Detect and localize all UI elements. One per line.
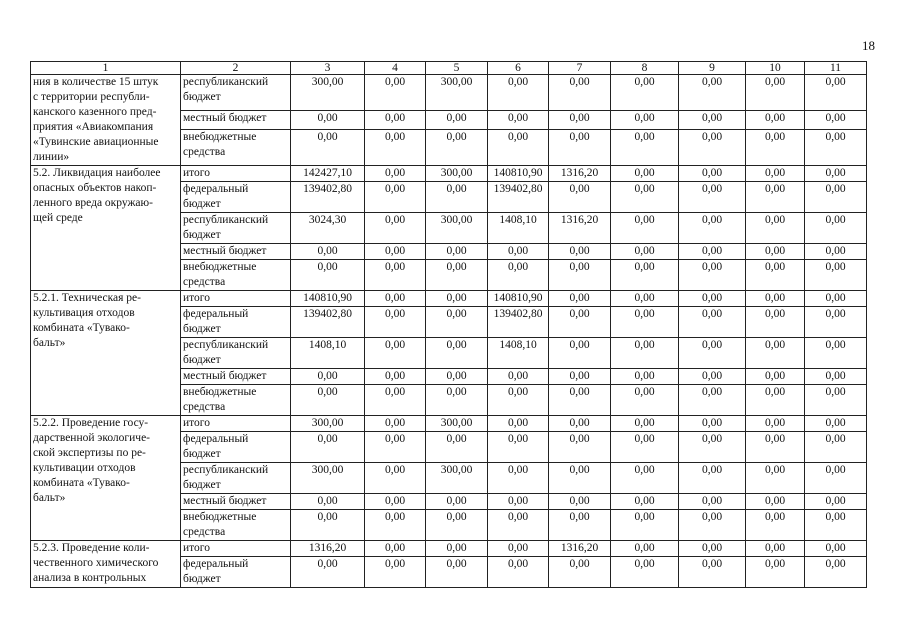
amount-cell: 0,00: [549, 291, 611, 307]
amount-cell: 0,00: [746, 541, 805, 557]
amount-cell: 0,00: [746, 244, 805, 260]
item-description: ния в количестве 15 штук с территории республи- канского казенного пред- приятия «Авиакомпания «Тувинские авиационные линии»: [31, 75, 181, 166]
amount-cell: 0,00: [746, 338, 805, 369]
amount-cell: 0,00: [488, 260, 549, 291]
amount-cell: 0,00: [365, 385, 426, 416]
amount-cell: 0,00: [488, 129, 549, 165]
amount-cell: 0,00: [365, 182, 426, 213]
item-description: 5.2.2. Проведение госу- дарственной экологиче- ской экспертизы по ре- культивации отходов комбината «Тувако- бальт»: [31, 416, 181, 541]
amount-cell: 0,00: [291, 385, 365, 416]
amount-cell: 0,00: [746, 182, 805, 213]
column-header: 11: [805, 62, 867, 75]
amount-cell: 0,00: [611, 557, 679, 588]
column-header: 8: [611, 62, 679, 75]
item-description: 5.2.1. Техническая ре- культивация отходов комбината «Тувако- бальт»: [31, 291, 181, 416]
page-number: 18: [862, 38, 875, 53]
funding-source: федеральный бюджет: [181, 557, 291, 588]
funding-source: итого: [181, 541, 291, 557]
amount-cell: 1316,20: [291, 541, 365, 557]
amount-cell: 0,00: [611, 166, 679, 182]
funding-source: внебюджетные средства: [181, 129, 291, 165]
amount-cell: 0,00: [488, 494, 549, 510]
amount-cell: 139402,80: [291, 182, 365, 213]
amount-cell: 0,00: [805, 182, 867, 213]
amount-cell: 3024,30: [291, 213, 365, 244]
amount-cell: 0,00: [426, 307, 488, 338]
amount-cell: 300,00: [291, 75, 365, 111]
amount-cell: 0,00: [426, 369, 488, 385]
amount-cell: 140810,90: [488, 291, 549, 307]
amount-cell: 0,00: [679, 494, 746, 510]
amount-cell: 0,00: [549, 338, 611, 369]
amount-cell: 0,00: [549, 385, 611, 416]
amount-cell: 0,00: [611, 541, 679, 557]
amount-cell: 0,00: [549, 111, 611, 130]
amount-cell: 0,00: [679, 385, 746, 416]
amount-cell: 0,00: [611, 338, 679, 369]
amount-cell: 0,00: [805, 494, 867, 510]
amount-cell: 0,00: [365, 557, 426, 588]
amount-cell: 0,00: [805, 260, 867, 291]
amount-cell: 0,00: [365, 129, 426, 165]
amount-cell: 0,00: [805, 541, 867, 557]
amount-cell: 0,00: [549, 557, 611, 588]
amount-cell: 300,00: [426, 75, 488, 111]
amount-cell: 0,00: [365, 291, 426, 307]
amount-cell: 0,00: [291, 111, 365, 130]
amount-cell: 0,00: [611, 111, 679, 130]
amount-cell: 0,00: [291, 369, 365, 385]
amount-cell: 0,00: [611, 182, 679, 213]
amount-cell: 0,00: [549, 369, 611, 385]
amount-cell: 0,00: [365, 494, 426, 510]
amount-cell: 140810,90: [488, 166, 549, 182]
amount-cell: 0,00: [679, 510, 746, 541]
amount-cell: 0,00: [679, 244, 746, 260]
amount-cell: 0,00: [365, 416, 426, 432]
funding-source: республиканский бюджет: [181, 75, 291, 111]
amount-cell: 1316,20: [549, 541, 611, 557]
amount-cell: 0,00: [549, 494, 611, 510]
budget-table: [30, 61, 867, 588]
amount-cell: 0,00: [549, 463, 611, 494]
amount-cell: 0,00: [805, 307, 867, 338]
funding-source: федеральный бюджет: [181, 432, 291, 463]
amount-cell: 0,00: [426, 338, 488, 369]
amount-cell: 0,00: [488, 244, 549, 260]
amount-cell: 0,00: [679, 463, 746, 494]
funding-source: федеральный бюджет: [181, 182, 291, 213]
amount-cell: 0,00: [291, 432, 365, 463]
amount-cell: 0,00: [679, 307, 746, 338]
amount-cell: 140810,90: [291, 291, 365, 307]
header-row: [31, 62, 867, 75]
column-header: 6: [488, 62, 549, 75]
funding-source: внебюджетные средства: [181, 510, 291, 541]
amount-cell: 300,00: [291, 416, 365, 432]
column-header: 10: [746, 62, 805, 75]
amount-cell: 0,00: [365, 260, 426, 291]
amount-cell: 0,00: [488, 463, 549, 494]
funding-source: внебюджетные средства: [181, 385, 291, 416]
amount-cell: 300,00: [426, 416, 488, 432]
table-row: [31, 75, 867, 111]
amount-cell: 0,00: [488, 557, 549, 588]
amount-cell: 139402,80: [291, 307, 365, 338]
amount-cell: 0,00: [746, 75, 805, 111]
amount-cell: 0,00: [805, 75, 867, 111]
amount-cell: 0,00: [746, 129, 805, 165]
amount-cell: 0,00: [365, 75, 426, 111]
amount-cell: 0,00: [426, 291, 488, 307]
amount-cell: 0,00: [365, 111, 426, 130]
amount-cell: 0,00: [746, 463, 805, 494]
amount-cell: 0,00: [549, 416, 611, 432]
amount-cell: 300,00: [426, 213, 488, 244]
amount-cell: 0,00: [426, 385, 488, 416]
amount-cell: 0,00: [611, 129, 679, 165]
amount-cell: 0,00: [679, 182, 746, 213]
amount-cell: 139402,80: [488, 307, 549, 338]
funding-source: местный бюджет: [181, 244, 291, 260]
amount-cell: 0,00: [426, 111, 488, 130]
amount-cell: 0,00: [805, 369, 867, 385]
amount-cell: 0,00: [679, 541, 746, 557]
amount-cell: 0,00: [746, 557, 805, 588]
amount-cell: 0,00: [805, 385, 867, 416]
amount-cell: 1408,10: [488, 338, 549, 369]
amount-cell: 0,00: [679, 166, 746, 182]
amount-cell: 0,00: [488, 432, 549, 463]
amount-cell: 0,00: [746, 432, 805, 463]
funding-source: местный бюджет: [181, 494, 291, 510]
amount-cell: 0,00: [746, 291, 805, 307]
amount-cell: 0,00: [365, 213, 426, 244]
amount-cell: 0,00: [611, 307, 679, 338]
amount-cell: 0,00: [805, 111, 867, 130]
table-body: [31, 75, 867, 588]
amount-cell: 142427,10: [291, 166, 365, 182]
amount-cell: 0,00: [805, 463, 867, 494]
amount-cell: 0,00: [746, 385, 805, 416]
amount-cell: 0,00: [611, 260, 679, 291]
amount-cell: 0,00: [365, 338, 426, 369]
column-header: 2: [181, 62, 291, 75]
column-header: 4: [365, 62, 426, 75]
column-header: 9: [679, 62, 746, 75]
amount-cell: 0,00: [679, 111, 746, 130]
amount-cell: 0,00: [549, 307, 611, 338]
funding-source: местный бюджет: [181, 111, 291, 130]
amount-cell: 0,00: [365, 463, 426, 494]
amount-cell: 300,00: [426, 166, 488, 182]
amount-cell: 0,00: [426, 541, 488, 557]
amount-cell: 0,00: [611, 75, 679, 111]
amount-cell: 0,00: [426, 244, 488, 260]
amount-cell: 0,00: [679, 213, 746, 244]
amount-cell: 0,00: [679, 369, 746, 385]
amount-cell: 0,00: [426, 182, 488, 213]
amount-cell: 0,00: [679, 75, 746, 111]
funding-source: итого: [181, 291, 291, 307]
table-row: [31, 291, 867, 307]
amount-cell: 0,00: [611, 385, 679, 416]
amount-cell: 0,00: [426, 260, 488, 291]
amount-cell: 0,00: [291, 129, 365, 165]
amount-cell: 0,00: [746, 213, 805, 244]
amount-cell: 0,00: [611, 244, 679, 260]
amount-cell: 0,00: [549, 260, 611, 291]
amount-cell: 0,00: [426, 510, 488, 541]
amount-cell: 0,00: [549, 75, 611, 111]
amount-cell: 0,00: [549, 129, 611, 165]
amount-cell: 0,00: [611, 432, 679, 463]
amount-cell: 0,00: [679, 338, 746, 369]
amount-cell: 300,00: [426, 463, 488, 494]
amount-cell: 0,00: [679, 291, 746, 307]
amount-cell: 0,00: [679, 129, 746, 165]
item-description: 5.2.3. Проведение коли- чественного химического анализа в контрольных: [31, 541, 181, 588]
amount-cell: 1316,20: [549, 166, 611, 182]
amount-cell: 0,00: [805, 557, 867, 588]
amount-cell: 1408,10: [488, 213, 549, 244]
amount-cell: 0,00: [365, 244, 426, 260]
amount-cell: 0,00: [746, 111, 805, 130]
column-header: 3: [291, 62, 365, 75]
amount-cell: 0,00: [611, 463, 679, 494]
amount-cell: 0,00: [611, 416, 679, 432]
amount-cell: 0,00: [805, 244, 867, 260]
amount-cell: 0,00: [746, 494, 805, 510]
table-row: [31, 416, 867, 432]
funding-source: итого: [181, 416, 291, 432]
amount-cell: 0,00: [291, 510, 365, 541]
amount-cell: 1408,10: [291, 338, 365, 369]
amount-cell: 0,00: [805, 166, 867, 182]
amount-cell: 0,00: [805, 129, 867, 165]
amount-cell: 0,00: [488, 541, 549, 557]
funding-source: республиканский бюджет: [181, 338, 291, 369]
amount-cell: 139402,80: [488, 182, 549, 213]
amount-cell: 0,00: [611, 291, 679, 307]
amount-cell: 0,00: [488, 416, 549, 432]
table-row: [31, 541, 867, 557]
amount-cell: 0,00: [679, 432, 746, 463]
amount-cell: 0,00: [746, 369, 805, 385]
amount-cell: 0,00: [746, 260, 805, 291]
amount-cell: 0,00: [291, 244, 365, 260]
item-description: 5.2. Ликвидация наиболее опасных объектов накоп- ленного вреда окружаю- щей среде: [31, 166, 181, 291]
amount-cell: 0,00: [291, 494, 365, 510]
amount-cell: 0,00: [611, 213, 679, 244]
amount-cell: 0,00: [365, 541, 426, 557]
amount-cell: 0,00: [426, 494, 488, 510]
amount-cell: 0,00: [611, 510, 679, 541]
amount-cell: 0,00: [426, 557, 488, 588]
amount-cell: 0,00: [805, 416, 867, 432]
amount-cell: 300,00: [291, 463, 365, 494]
funding-source: итого: [181, 166, 291, 182]
table-row: [31, 166, 867, 182]
amount-cell: 0,00: [365, 166, 426, 182]
amount-cell: 0,00: [365, 307, 426, 338]
amount-cell: 0,00: [805, 291, 867, 307]
amount-cell: 0,00: [611, 494, 679, 510]
amount-cell: 0,00: [549, 244, 611, 260]
amount-cell: 0,00: [365, 432, 426, 463]
amount-cell: 0,00: [488, 75, 549, 111]
amount-cell: 0,00: [365, 510, 426, 541]
amount-cell: 0,00: [679, 260, 746, 291]
funding-source: республиканский бюджет: [181, 213, 291, 244]
column-header: 1: [31, 62, 181, 75]
amount-cell: 0,00: [426, 129, 488, 165]
amount-cell: 0,00: [746, 510, 805, 541]
amount-cell: 0,00: [549, 182, 611, 213]
funding-source: внебюджетные средства: [181, 260, 291, 291]
amount-cell: 0,00: [426, 432, 488, 463]
funding-source: республиканский бюджет: [181, 463, 291, 494]
amount-cell: 1316,20: [549, 213, 611, 244]
amount-cell: 0,00: [805, 432, 867, 463]
column-header: 7: [549, 62, 611, 75]
amount-cell: 0,00: [365, 369, 426, 385]
amount-cell: 0,00: [549, 432, 611, 463]
amount-cell: 0,00: [488, 111, 549, 130]
amount-cell: 0,00: [805, 510, 867, 541]
amount-cell: 0,00: [488, 510, 549, 541]
amount-cell: 0,00: [549, 510, 611, 541]
amount-cell: 0,00: [746, 416, 805, 432]
funding-source: местный бюджет: [181, 369, 291, 385]
amount-cell: 0,00: [805, 213, 867, 244]
amount-cell: 0,00: [611, 369, 679, 385]
amount-cell: 0,00: [488, 385, 549, 416]
amount-cell: 0,00: [746, 307, 805, 338]
amount-cell: 0,00: [291, 557, 365, 588]
column-header: 5: [426, 62, 488, 75]
amount-cell: 0,00: [805, 338, 867, 369]
amount-cell: 0,00: [679, 557, 746, 588]
amount-cell: 0,00: [679, 416, 746, 432]
amount-cell: 0,00: [488, 369, 549, 385]
amount-cell: 0,00: [291, 260, 365, 291]
amount-cell: 0,00: [746, 166, 805, 182]
funding-source: федеральный бюджет: [181, 307, 291, 338]
